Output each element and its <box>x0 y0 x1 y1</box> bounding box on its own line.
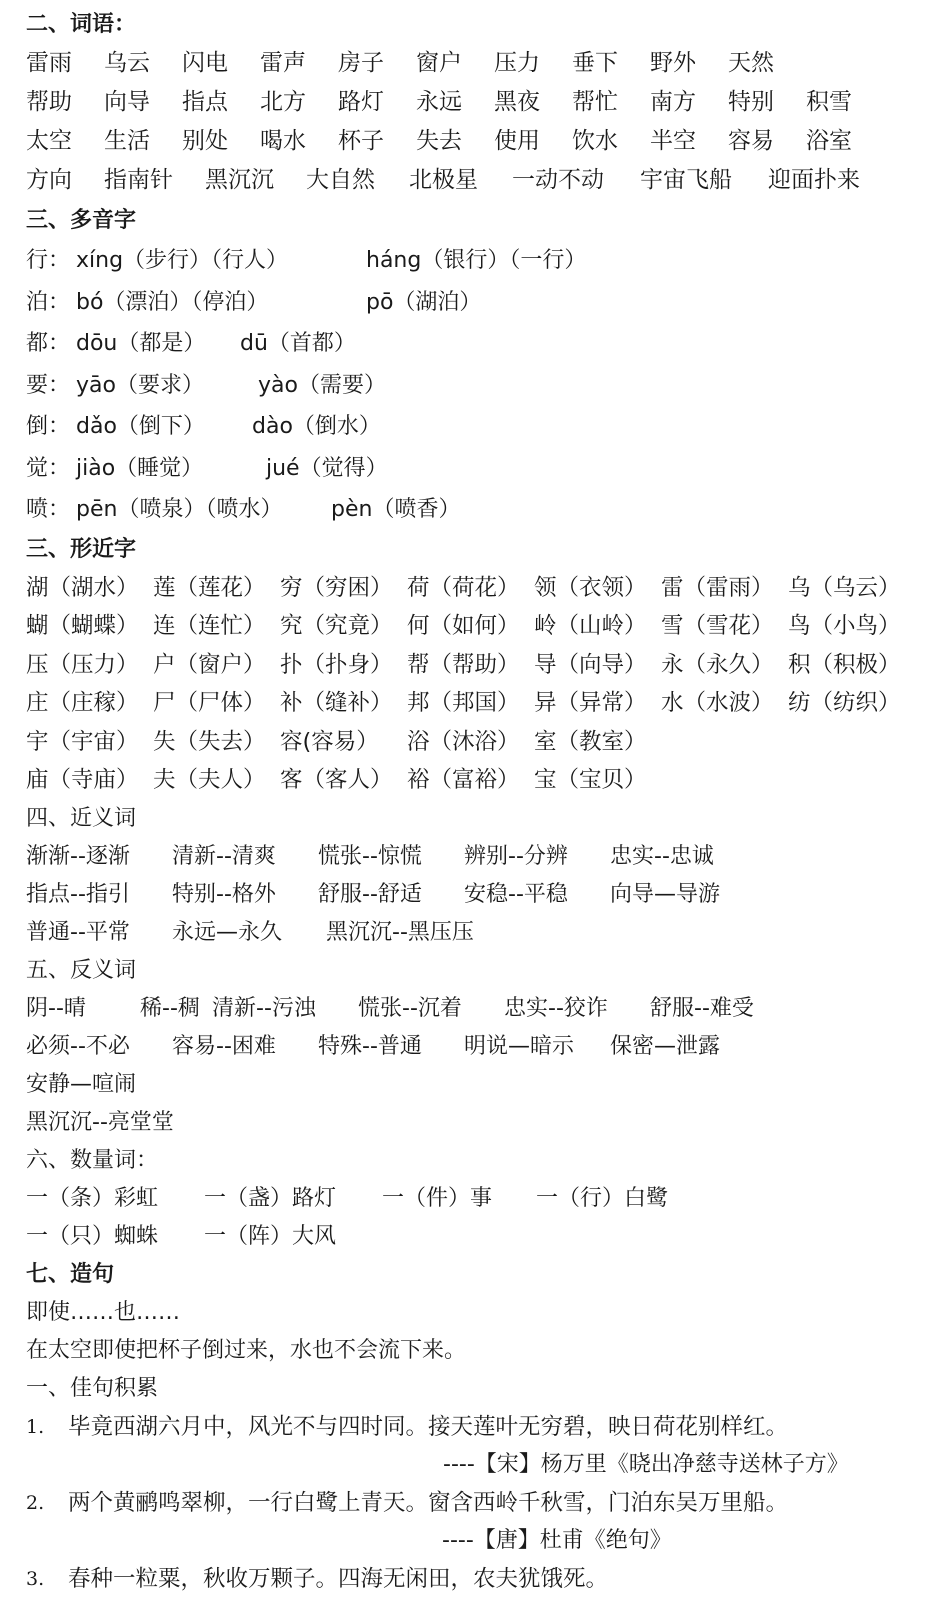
vocab-word: 帮忙 <box>572 89 618 115</box>
vocab-word: 雷雨 <box>26 50 72 76</box>
vocab-word: 饮水 <box>572 128 618 154</box>
polyphonic-reading-a: xíng（步行）（行人） <box>76 248 289 273</box>
similar-item: 户（窗户） <box>153 651 266 678</box>
polyphonic-reading-b: háng（银行）（一行） <box>366 248 587 273</box>
vocab-list <box>26 44 941 200</box>
similar-item: 纺（纺织） <box>788 690 901 716</box>
similar-item: 穷（穷困） <box>280 574 393 601</box>
similar-item: 雪（雪花） <box>661 613 774 639</box>
quote-text: 两个黄鹂鸣翠柳，一行白鹭上青天。窗含西岭千秋雪，门泊东吴万里船。 <box>68 1489 789 1516</box>
polyphonic-list <box>26 240 941 531</box>
vocab-word: 北极星 <box>409 167 478 193</box>
vocab-word: 别处 <box>182 128 228 154</box>
similar-item: 扑（扑身） <box>280 651 393 678</box>
polyphonic-reading-b: yào（需要） <box>258 372 386 398</box>
quote-number: 1. <box>26 1415 45 1438</box>
vocab-word: 喝水 <box>260 128 306 154</box>
similar-item: 庄（庄稼） <box>26 690 139 716</box>
vocab-word: 宇宙飞船 <box>640 167 732 193</box>
section-title-quotes: 一、佳句积累 <box>26 1375 159 1401</box>
similar-item: 容(容易） <box>280 728 379 755</box>
antonym-pair: 忠实--狡诈 <box>504 995 608 1021</box>
antonym-pair: 明说—暗示 <box>464 1033 575 1059</box>
section-title-polyphonic: 三、多音字 <box>26 208 137 233</box>
measure-phrase: 一（条）彩虹 <box>26 1185 159 1211</box>
polyphonic-char: 行： <box>26 248 71 273</box>
antonym-pair: 慌张--沉着 <box>358 995 462 1021</box>
vocab-word: 浴室 <box>806 128 852 154</box>
vocab-row <box>26 44 941 83</box>
similar-item: 帮（帮助） <box>407 651 520 678</box>
polyphonic-row <box>26 365 941 407</box>
quote-source: ----【宋】杨万里《晓出净慈寺送林子方》 <box>443 1451 849 1477</box>
vocab-word: 指点 <box>182 89 228 115</box>
vocab-word: 一动不动 <box>512 167 604 193</box>
similar-list <box>26 569 941 800</box>
synonym-pair: 辨别--分辨 <box>464 843 568 869</box>
vocab-word: 路灯 <box>338 89 384 115</box>
vocab-word: 杯子 <box>338 128 384 154</box>
synonyms-list <box>26 838 941 952</box>
similar-item: 雷（雷雨） <box>661 574 774 601</box>
similar-item: 领（衣领） <box>534 574 647 601</box>
antonym-pair: 阴--晴 <box>26 995 86 1021</box>
section-title-vocab: 二、词语： <box>26 12 137 37</box>
vocab-word: 压力 <box>494 50 540 76</box>
vocab-word: 闪电 <box>182 50 228 76</box>
synonym-pair: 普通--平常 <box>26 919 130 945</box>
quote-number: 3. <box>26 1567 45 1590</box>
synonym-pair: 安稳--平稳 <box>464 881 568 907</box>
vocab-word: 帮助 <box>26 89 72 115</box>
similar-item: 鸟（小鸟） <box>788 613 901 639</box>
synonym-pair: 舒服--舒适 <box>318 881 422 907</box>
polyphonic-reading-b: dū（首都） <box>240 331 356 356</box>
vocab-row <box>26 122 941 161</box>
antonym-row <box>26 1066 941 1104</box>
vocab-row <box>26 161 941 200</box>
measure-row <box>26 1180 941 1218</box>
antonym-pair: 容易--困难 <box>172 1033 276 1059</box>
polyphonic-row <box>26 406 941 448</box>
similar-item: 室（教室） <box>534 728 647 755</box>
similar-item: 岭（山岭） <box>534 613 647 639</box>
similar-item: 永（永久） <box>661 651 774 678</box>
vocab-row <box>26 83 941 122</box>
polyphonic-reading-b: dào（倒水） <box>252 414 381 439</box>
quote-item <box>26 1408 941 1446</box>
polyphonic-reading-a: jiào（睡觉） <box>76 455 204 481</box>
vocab-word: 半空 <box>650 128 696 154</box>
similar-item: 压（压力） <box>26 651 139 678</box>
similar-item: 异（异常） <box>534 690 647 716</box>
antonym-pair: 黑沉沉--亮堂堂 <box>26 1109 174 1135</box>
similar-item: 客（客人） <box>280 767 393 793</box>
synonym-pair: 清新--清爽 <box>172 843 276 869</box>
quote-text: 春种一粒粟，秋收万颗子。四海无闲田，农夫犹饿死。 <box>68 1565 609 1592</box>
synonym-pair: 黑沉沉--黑压压 <box>326 919 474 945</box>
vocab-word: 大自然 <box>306 167 375 193</box>
similar-item: 浴（沐浴） <box>407 728 520 755</box>
measure-phrase: 一（行）白鹭 <box>536 1185 669 1211</box>
measure-phrase: 一（阵）大风 <box>204 1223 337 1249</box>
section-title-similar: 三、形近字 <box>26 536 137 562</box>
vocab-word: 乌云 <box>104 50 150 76</box>
vocab-word: 容易 <box>728 128 774 154</box>
synonym-pair: 慌张--惊慌 <box>318 843 422 869</box>
vocab-word: 失去 <box>416 128 462 154</box>
similar-row <box>26 684 941 723</box>
polyphonic-reading-a: bó（漂泊）（停泊） <box>76 289 269 315</box>
similar-item: 庙（寺庙） <box>26 767 139 793</box>
measure-phrase: 一（只）蜘蛛 <box>26 1223 159 1249</box>
section-title-synonyms: 四、近义词 <box>26 805 137 831</box>
polyphonic-row <box>26 489 941 531</box>
polyphonic-reading-a: pēn（喷泉）（喷水） <box>76 497 283 522</box>
polyphonic-char: 都： <box>26 331 71 356</box>
section-title-antonyms: 五、反义词 <box>26 957 137 983</box>
vocab-word: 雷声 <box>260 50 306 76</box>
measure-phrase: 一（件）事 <box>382 1185 493 1211</box>
polyphonic-row <box>26 323 941 365</box>
antonym-row <box>26 1104 941 1142</box>
similar-item: 失（失去） <box>153 728 266 755</box>
quotes-list <box>26 1408 941 1598</box>
similar-row <box>26 646 941 685</box>
similar-item: 裕（富裕） <box>407 767 520 793</box>
antonym-pair: 舒服--难受 <box>650 995 754 1021</box>
polyphonic-char: 喷： <box>26 497 71 522</box>
polyphonic-reading-b: pèn（喷香） <box>331 497 461 522</box>
vocab-word: 南方 <box>650 89 696 115</box>
synonym-row <box>26 838 941 876</box>
quote-item <box>26 1484 941 1522</box>
polyphonic-char: 泊： <box>26 289 71 315</box>
similar-row <box>26 761 941 800</box>
vocab-word: 指南针 <box>104 167 173 193</box>
polyphonic-char: 要： <box>26 372 71 398</box>
polyphonic-row <box>26 240 941 282</box>
similar-item: 荷（荷花） <box>407 574 520 601</box>
antonym-pair: 清新--污浊 <box>212 995 316 1021</box>
synonym-pair: 永远—永久 <box>172 919 283 945</box>
sentence-example: 在太空即使把杯子倒过来，水也不会流下来。 <box>26 1337 467 1363</box>
similar-item: 连（连忙） <box>153 613 266 639</box>
quote-item <box>26 1560 941 1598</box>
synonym-row <box>26 914 941 952</box>
vocab-word: 迎面扑来 <box>768 167 860 193</box>
polyphonic-char: 倒： <box>26 414 71 439</box>
vocab-word: 积雪 <box>806 89 852 115</box>
similar-item: 补（缝补） <box>280 690 393 716</box>
quote-source: ----【唐】杜甫《绝句》 <box>442 1527 672 1553</box>
similar-row <box>26 607 941 646</box>
similar-item: 莲（莲花） <box>153 574 266 601</box>
synonym-pair: 向导—导游 <box>610 881 721 907</box>
polyphonic-row <box>26 448 941 490</box>
similar-row <box>26 723 941 762</box>
vocab-word: 使用 <box>494 128 540 154</box>
measure-list <box>26 1180 941 1256</box>
similar-item: 导（向导） <box>534 651 647 678</box>
antonym-pair: 安静—喧闹 <box>26 1071 137 1097</box>
antonym-pair: 保密—泄露 <box>610 1033 721 1059</box>
vocab-word: 永远 <box>416 89 462 115</box>
antonyms-list <box>26 990 941 1142</box>
measure-phrase: 一（盏）路灯 <box>204 1185 337 1211</box>
antonym-pair: 特殊--普通 <box>318 1033 422 1059</box>
similar-item: 何（如何） <box>407 613 520 639</box>
synonym-pair: 渐渐--逐渐 <box>26 843 130 869</box>
polyphonic-reading-a: dǎo（倒下） <box>76 414 205 439</box>
similar-item: 宝（宝贝） <box>534 767 647 793</box>
vocab-word: 特别 <box>728 89 774 115</box>
synonym-pair: 特别--格外 <box>172 881 276 907</box>
vocab-word: 黑沉沉 <box>205 167 274 193</box>
vocab-word: 窗户 <box>416 50 462 76</box>
similar-item: 尸（尸体） <box>153 690 266 716</box>
similar-item: 积（积极） <box>788 651 901 678</box>
quote-number: 2. <box>26 1491 45 1514</box>
vocab-word: 生活 <box>104 128 150 154</box>
vocab-word: 太空 <box>26 128 72 154</box>
similar-item: 水（水波） <box>661 690 774 716</box>
similar-item: 湖（湖水） <box>26 574 139 601</box>
synonym-row <box>26 876 941 914</box>
quote-text: 毕竟西湖六月中，风光不与四时同。接天莲叶无穷碧，映日荷花别样红。 <box>68 1413 789 1440</box>
vocab-word: 房子 <box>338 50 384 76</box>
vocab-word: 野外 <box>650 50 696 76</box>
synonym-pair: 指点--指引 <box>26 881 130 907</box>
similar-row <box>26 569 941 608</box>
vocab-word: 方向 <box>26 167 72 193</box>
antonym-pair: 必须--不必 <box>26 1033 130 1059</box>
polyphonic-reading-b: pō（湖泊） <box>366 289 482 315</box>
sentence-pattern: 即使……也…… <box>26 1299 181 1325</box>
antonym-row <box>26 1028 941 1066</box>
measure-row <box>26 1218 941 1256</box>
synonym-pair: 忠实--忠诚 <box>610 843 714 869</box>
similar-item: 邦（邦国） <box>407 690 520 716</box>
antonym-pair: 稀--稠 <box>140 995 200 1021</box>
polyphonic-row <box>26 282 941 324</box>
similar-item: 宇（宇宙） <box>26 728 139 755</box>
vocab-word: 天然 <box>728 50 774 76</box>
similar-item: 夫（夫人） <box>153 767 266 793</box>
vocab-word: 北方 <box>260 89 306 115</box>
polyphonic-reading-a: dōu（都是） <box>76 331 206 356</box>
polyphonic-reading-a: yāo（要求） <box>76 372 204 398</box>
section-title-measure: 六、数量词： <box>26 1147 159 1173</box>
antonym-row <box>26 990 941 1028</box>
document-page <box>26 6 941 1598</box>
section-title-sentence: 七、造句 <box>26 1261 115 1287</box>
similar-item: 乌（乌云） <box>788 574 901 601</box>
polyphonic-char: 觉： <box>26 455 71 481</box>
vocab-word: 向导 <box>104 89 150 115</box>
similar-item: 蝴（蝴蝶） <box>26 613 139 639</box>
vocab-word: 黑夜 <box>494 89 540 115</box>
similar-item: 究（究竟） <box>280 613 393 639</box>
polyphonic-reading-b: jué（觉得） <box>266 455 388 481</box>
vocab-word: 垂下 <box>572 50 618 76</box>
